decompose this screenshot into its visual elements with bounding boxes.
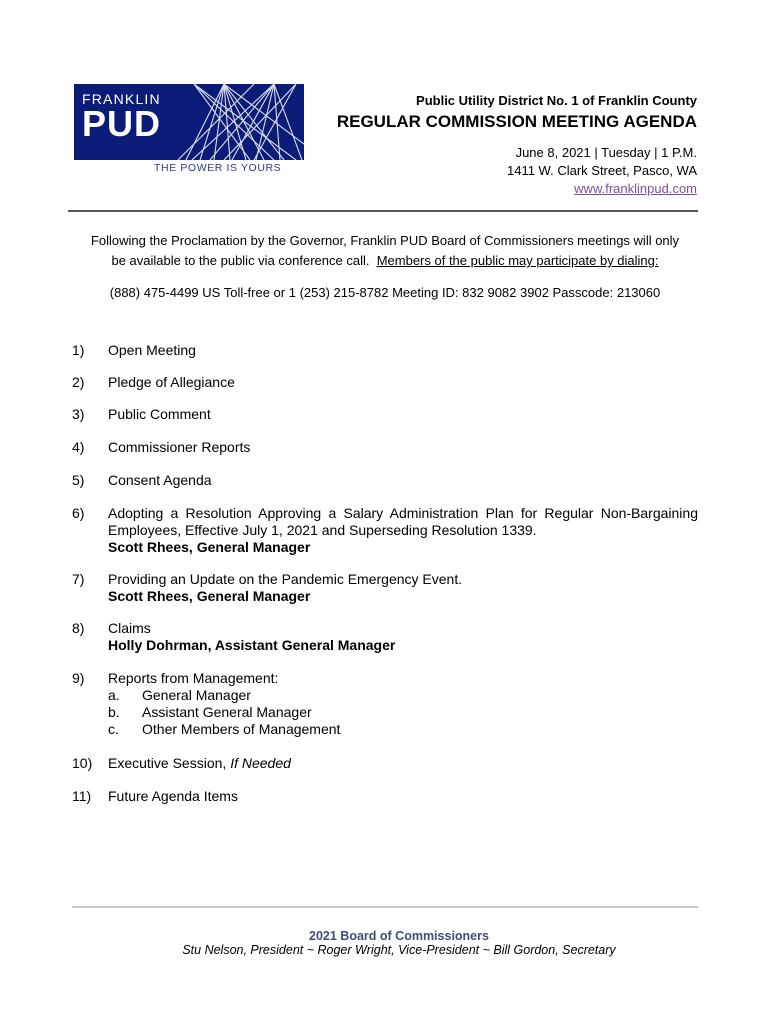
footer-divider [72,906,698,908]
agenda-number: 7) [72,571,85,587]
agenda-text: Public Comment [108,406,211,422]
logo-word-pud: PUD [82,103,162,144]
agenda-number: 9) [72,670,85,686]
agenda-number: 10) [72,755,93,771]
sub-item [108,721,698,738]
notice-text: Following the Proclamation by the Governor, Franklin PUD Board of Commissioners meetings will only be available to the public via conference call. [90,233,680,268]
sub-item-letter: c. [108,721,119,737]
agenda-number: 6) [72,505,85,521]
conference-call-notice [90,231,680,271]
agenda-emphasis: If Needed [230,755,291,771]
agenda-presenter: Holly Dohrman, Assistant General Manager [108,637,396,653]
agenda-text: Commissioner Reports [108,439,251,455]
notice-underlined-text: Members of the public may participate by dialing: [376,253,659,268]
agenda-number: 8) [72,620,85,636]
document-title: REGULAR COMMISSION MEETING AGENDA [336,112,697,131]
agenda-number: 3) [72,406,85,422]
agenda-text: Consent Agenda [108,472,212,488]
agenda-text: Open Meeting [108,342,196,358]
organization-name: Public Utility District No. 1 of Franklin County [416,93,697,108]
agenda-text: Adopting a Resolution Approving a Salary Administration Plan for Regular Non-Bargaining Employees, Effective July 1, 2021 and Superseding Resolution 1339. [108,505,698,538]
sub-item-letter: b. [108,704,120,720]
agenda-text: Future Agenda Items [108,788,238,804]
sub-item-text: Other Members of Management [142,721,341,737]
agenda-text: Providing an Update on the Pandemic Emergency Event. [108,571,463,587]
logo-word-franklin: FRANKLIN [82,91,161,107]
agenda-text: Pledge of Allegiance [108,374,235,390]
agenda-number: 11) [72,788,92,804]
sub-item-text: General Manager [142,687,251,703]
logo-tagline: THE POWER IS YOURS [154,162,282,174]
meeting-date: June 8, 2021 | Tuesday | 1 P.M. [515,145,697,160]
agenda-text: Executive Session, [108,755,227,771]
agenda-presenter: Scott Rhees, General Manager [108,539,311,555]
agenda-number: 2) [72,374,85,390]
sub-item-letter: a. [108,687,120,703]
dial-in-info: (888) 475-4499 US Toll-free or 1 (253) 215-8782 Meeting ID: 832 9082 3902 Passcode: 213060 [109,285,661,300]
board-title: 2021 Board of Commissioners [309,929,489,943]
sub-item-text: Assistant General Manager [142,704,312,720]
agenda-number: 5) [72,472,85,488]
agenda-text: Claims [108,620,151,636]
agenda-text: Reports from Management: [108,670,279,686]
sub-item [108,687,698,704]
agenda-presenter: Scott Rhees, General Manager [108,588,311,604]
website-link[interactable]: www.franklinpud.com [574,181,697,196]
logo-banner [74,84,304,160]
board-members: Stu Nelson, President ~ Roger Wright, Vice-President ~ Bill Gordon, Secretary [182,943,616,957]
franklin-pud-logo [74,84,304,176]
agenda-number: 1) [72,342,85,358]
sub-item [108,704,698,721]
header-divider [68,210,698,212]
agenda-number: 4) [72,439,85,455]
meeting-address: 1411 W. Clark Street, Pasco, WA [506,163,697,178]
